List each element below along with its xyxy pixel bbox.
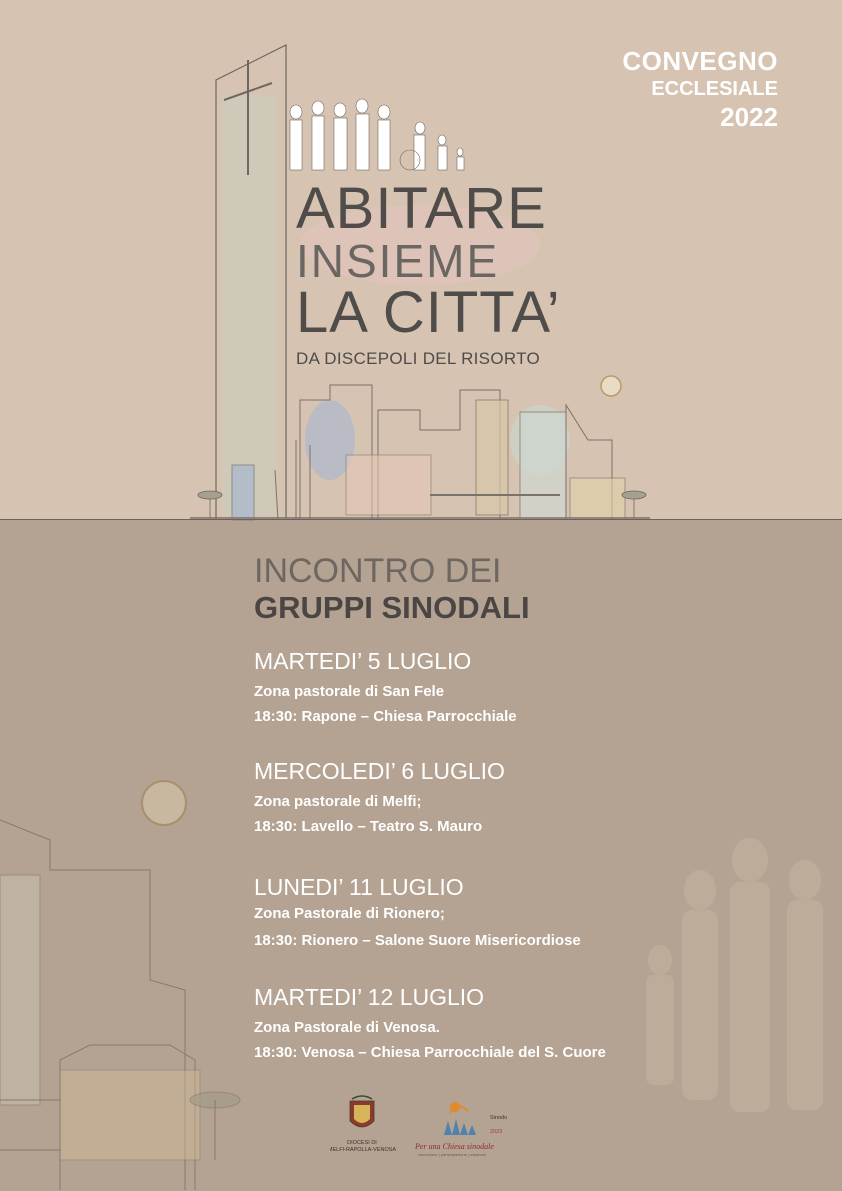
diocese-coat-of-arms-icon: [330, 1096, 396, 1153]
synod-sub: comunione | partecipazione | missione: [418, 1152, 486, 1157]
title-subtitle: DA DISCEPOLI DEL RISORTO: [296, 349, 541, 368]
band-divider: [0, 519, 842, 520]
convegno-line1: CONVEGNO: [622, 46, 778, 76]
event-item: [254, 758, 505, 836]
synod-tag: Sinodo: [490, 1115, 508, 1121]
title-line2: INSIEME: [296, 235, 500, 287]
event-zone: Zona pastorale di San Fele: [254, 683, 445, 700]
lower-people-silhouettes-icon: [646, 838, 823, 1112]
title-line3: LA CITTA’: [296, 280, 561, 345]
diocese-line1: DIOCESI DI: [347, 1140, 377, 1146]
section-heading-light: INCONTRO DEI: [254, 552, 502, 590]
event-zone: Zona Pastorale di Rionero;: [254, 905, 445, 922]
event-date: MARTEDI’ 12 LUGLIO: [254, 984, 485, 1010]
event-detail: 18:30: Rionero – Salone Suore Misericordiose: [254, 932, 581, 949]
lower-skyline-icon: [0, 820, 240, 1190]
event-item: [254, 984, 606, 1062]
section-heading-bold: GRUPPI SINODALI: [254, 590, 530, 625]
event-item: [254, 648, 517, 726]
logos-area: [330, 1095, 530, 1165]
title-line1: ABITARE: [296, 176, 547, 241]
event-date: MERCOLEDI’ 6 LUGLIO: [254, 758, 505, 784]
synod-caption: Per una Chiesa sinodale: [415, 1142, 494, 1151]
convegno-heading: [622, 46, 778, 132]
section-heading: [254, 553, 530, 627]
event-date: MARTEDI’ 5 LUGLIO: [254, 648, 472, 674]
event-zone: Zona Pastorale di Venosa.: [254, 1019, 440, 1036]
convegno-line2: ECCLESIALE: [651, 78, 778, 100]
convegno-year: 2022: [720, 102, 778, 132]
poster-title: [296, 176, 561, 370]
sun-lower-icon: [142, 781, 186, 825]
synod-logo-icon: [414, 1102, 507, 1157]
logos-graphic: [330, 1095, 530, 1165]
synod-year: 2023: [490, 1129, 503, 1135]
event-detail: 18:30: Rapone – Chiesa Parrocchiale: [254, 708, 517, 725]
event-item: [254, 874, 581, 950]
event-date: LUNEDI’ 11 LUGLIO: [254, 874, 464, 900]
event-detail: 18:30: Venosa – Chiesa Parrocchiale del S. Cuore: [254, 1044, 606, 1061]
event-detail: 18:30: Lavello – Teatro S. Mauro: [254, 818, 483, 835]
event-zone: Zona pastorale di Melfi;: [254, 793, 422, 810]
diocese-line2: MELFI-RAPOLLA-VENOSA: [330, 1147, 397, 1153]
